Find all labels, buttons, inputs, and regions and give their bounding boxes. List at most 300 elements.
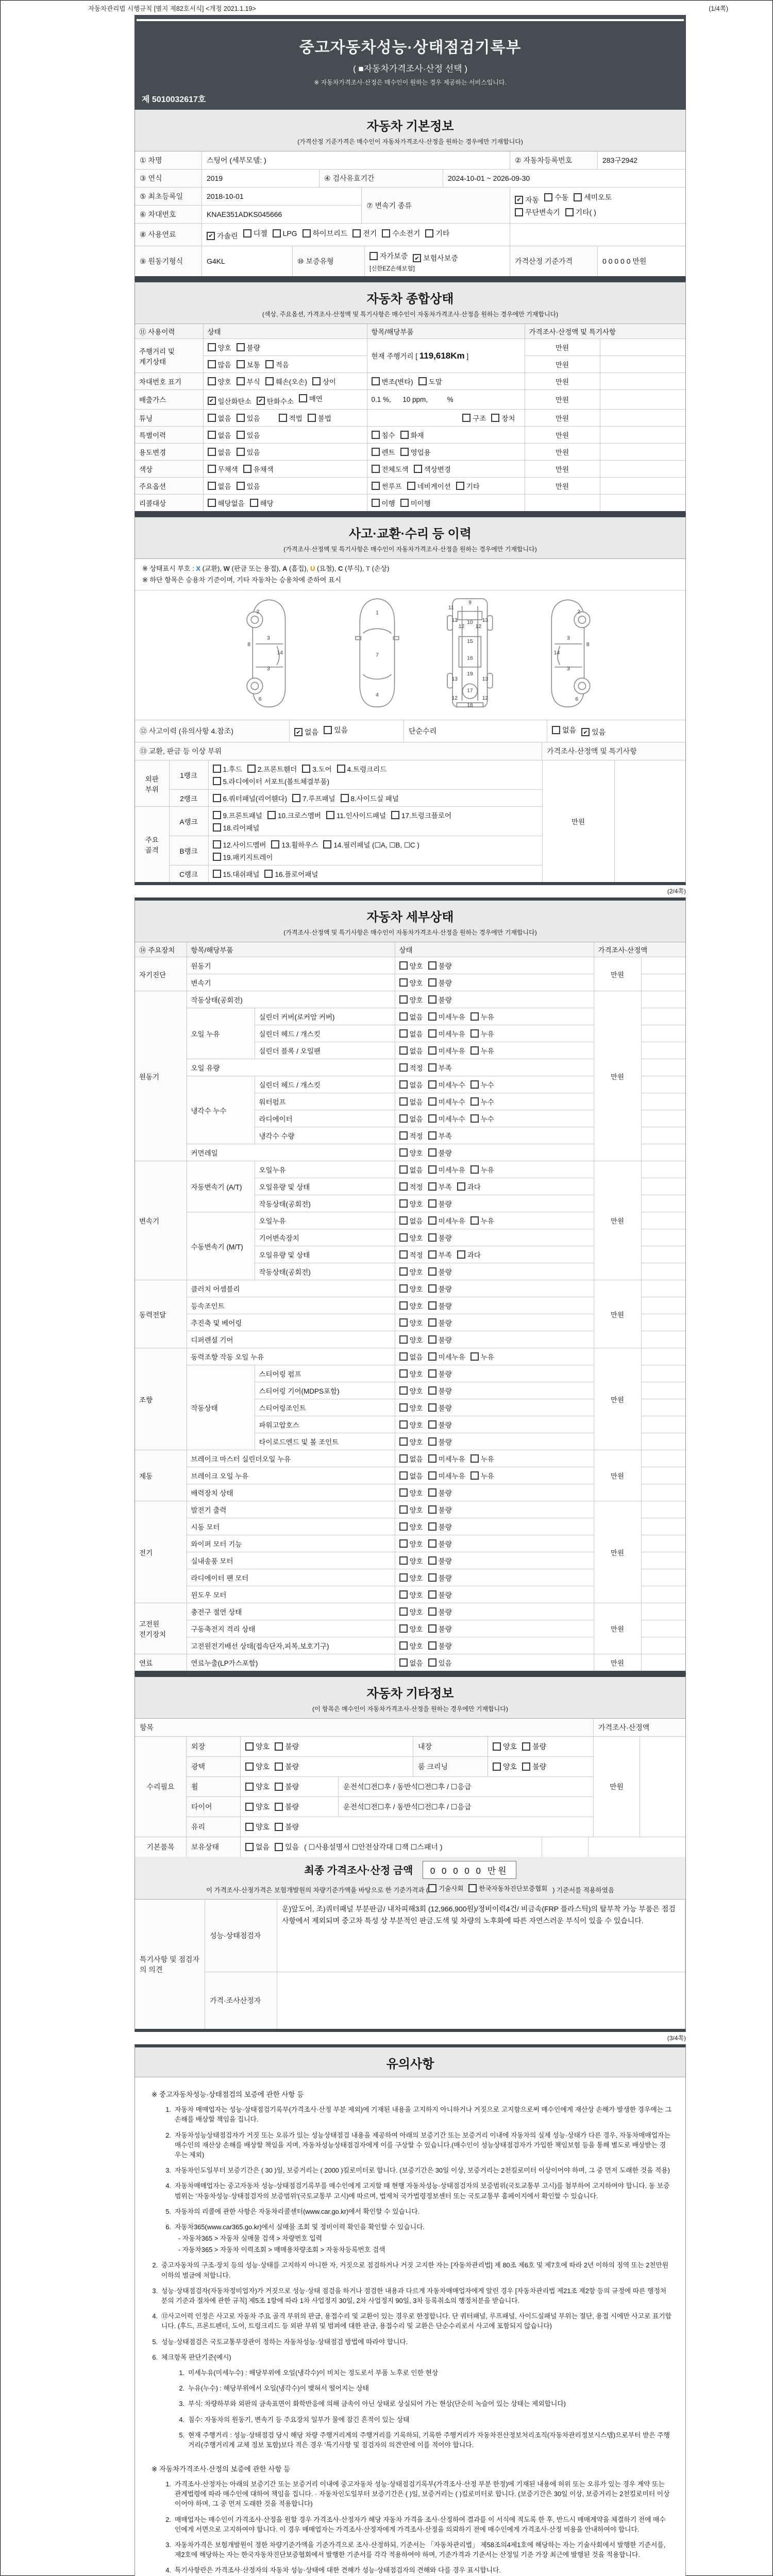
state-option[interactable] <box>399 1555 423 1566</box>
state-option[interactable] <box>428 1436 452 1447</box>
holding-option[interactable] <box>245 1842 270 1852</box>
accident-history-option <box>294 724 353 739</box>
item-option[interactable] <box>491 413 515 423</box>
item-label: 실린더 커버(로커암 커버) <box>255 1008 395 1025</box>
first-reg-vin-column <box>135 188 362 223</box>
state-option[interactable] <box>470 1113 494 1124</box>
simple-repair-option[interactable] <box>552 725 576 735</box>
repair-option[interactable] <box>522 1761 546 1772</box>
panel-option[interactable] <box>213 869 260 879</box>
state-option[interactable] <box>265 376 307 386</box>
transmission-option[interactable] <box>515 207 560 217</box>
state-option[interactable] <box>243 464 274 474</box>
state-option[interactable] <box>470 1045 494 1056</box>
state-option[interactable] <box>399 994 423 1005</box>
checkbox-label: 양호 <box>409 1591 423 1600</box>
checkbox-label: 양호 <box>409 1404 423 1413</box>
state-option[interactable] <box>399 1368 423 1379</box>
state-option[interactable] <box>399 1436 423 1447</box>
state-option[interactable] <box>308 413 331 423</box>
panel-option[interactable] <box>292 793 335 803</box>
fuel-option[interactable] <box>352 228 377 239</box>
repair-option[interactable] <box>245 1741 270 1752</box>
state-option[interactable] <box>457 1181 481 1192</box>
item-option[interactable] <box>372 498 395 508</box>
fuel-option[interactable] <box>303 228 348 239</box>
item-mid-label: 수동변속기 (M/T) <box>187 1212 255 1280</box>
panel-option[interactable] <box>247 764 297 774</box>
checkbox-icon <box>337 765 345 773</box>
state-option[interactable] <box>237 413 260 423</box>
repair-option[interactable] <box>275 1822 299 1832</box>
inspector-opinion-row <box>205 1900 685 1972</box>
item-option[interactable] <box>372 464 409 474</box>
item-option[interactable] <box>400 447 431 457</box>
panel-option[interactable] <box>271 839 318 850</box>
transmission-option-checked[interactable] <box>515 195 539 205</box>
state-option[interactable] <box>428 1402 452 1413</box>
item-option[interactable] <box>372 376 413 386</box>
detail-row <box>135 1280 685 1297</box>
item-option[interactable] <box>372 430 395 440</box>
state-option[interactable] <box>470 1215 494 1226</box>
warranty-option[interactable] <box>369 251 408 261</box>
checkbox-label: 양호 <box>409 1642 423 1651</box>
criteria-item-text: 미세누유(미세누수) : 해당부위에 오일(냉각수)이 비치는 정도로서 부품 노후로 인한 현상 <box>188 2368 439 2377</box>
item-option[interactable] <box>456 481 480 491</box>
mileage-state[interactable] <box>237 342 260 352</box>
item-label: 타이로드엔드 및 볼 조인트 <box>255 1433 395 1450</box>
mileage-amount[interactable] <box>208 359 231 369</box>
state-option[interactable] <box>428 1589 452 1600</box>
checkbox-label: 누수 <box>480 1098 494 1107</box>
state-option[interactable] <box>208 413 231 423</box>
item-option[interactable] <box>462 413 486 423</box>
group-price-cell: 만원 <box>594 957 641 991</box>
item-label: 기어변속장치 <box>255 1229 395 1246</box>
state-option[interactable] <box>208 481 231 491</box>
checkbox-icon <box>399 1573 408 1582</box>
state-option[interactable] <box>399 1249 423 1260</box>
repair-option[interactable] <box>245 1761 270 1772</box>
repair-item-label: 유리 <box>187 1817 241 1837</box>
item-label: 시동 모터 <box>187 1518 395 1535</box>
checkbox-label: 있음 <box>334 725 348 734</box>
checkbox-icon <box>265 377 274 385</box>
notice-item-number: 1. <box>165 2106 171 2114</box>
state-option[interactable] <box>428 1606 452 1617</box>
state-option <box>399 1524 457 1532</box>
state-option[interactable] <box>428 1419 452 1430</box>
price-unit-cell: 만원 <box>525 477 600 494</box>
column-header: ⑭ 주요장치 <box>135 942 187 957</box>
item-option <box>372 450 436 457</box>
state-option[interactable] <box>470 1164 494 1175</box>
panel-option[interactable] <box>213 810 262 820</box>
state-option[interactable] <box>470 1028 494 1039</box>
checkbox-label: 불량 <box>438 1319 452 1328</box>
panel-option[interactable] <box>323 839 419 850</box>
item-option[interactable] <box>372 447 395 457</box>
checkbox-label: 16.플로어패널 <box>275 871 318 879</box>
state-option[interactable] <box>399 1334 423 1345</box>
state-option[interactable] <box>428 1453 465 1464</box>
state-option[interactable] <box>399 1232 423 1243</box>
state-option[interactable] <box>428 1266 452 1277</box>
state-option[interactable] <box>428 1283 452 1294</box>
state-option[interactable] <box>428 1623 452 1634</box>
checkbox-icon <box>275 1843 283 1851</box>
state-option[interactable] <box>470 1470 494 1481</box>
state-option[interactable] <box>279 413 303 423</box>
state-option[interactable] <box>428 1572 452 1583</box>
state-option[interactable] <box>208 447 231 457</box>
state-option[interactable] <box>428 1011 465 1022</box>
state-option[interactable] <box>428 1368 452 1379</box>
panel-option[interactable] <box>213 852 273 862</box>
state-option[interactable] <box>399 1385 423 1396</box>
mileage-amount[interactable] <box>237 359 260 369</box>
state-option[interactable] <box>399 1402 423 1413</box>
panel-option[interactable] <box>213 764 242 774</box>
state-option[interactable] <box>208 498 245 508</box>
state-option[interactable] <box>470 1011 494 1022</box>
rank-label: 2랭크 <box>169 790 208 807</box>
checkbox-label: 미세누유 <box>438 1013 465 1022</box>
checkbox-icon <box>470 1114 479 1123</box>
state-option[interactable] <box>237 376 260 386</box>
checkbox-label: 있음 <box>246 414 260 422</box>
state-option[interactable] <box>399 1130 423 1141</box>
current-mileage-text: 현재 주행거리 [ <box>371 352 419 360</box>
checkbox-label: 불량 <box>438 1523 452 1532</box>
state-option[interactable] <box>399 1572 423 1583</box>
panel-option[interactable] <box>213 822 260 833</box>
checkbox-icon <box>399 1301 408 1310</box>
state-option[interactable] <box>208 376 231 386</box>
checkbox-icon <box>428 1216 436 1225</box>
state-option[interactable] <box>208 464 238 474</box>
panel-option[interactable] <box>213 793 288 803</box>
checkbox-label: 가솔린 <box>217 231 238 240</box>
state-option[interactable] <box>428 1045 465 1056</box>
state-option[interactable] <box>237 481 260 491</box>
detail-row <box>135 957 685 974</box>
state-option <box>399 963 457 971</box>
state-option[interactable] <box>237 430 260 440</box>
state-option[interactable] <box>428 1147 452 1158</box>
fuel-option[interactable] <box>273 229 297 238</box>
state-option[interactable] <box>428 1538 452 1549</box>
checkbox-label: 매연 <box>309 395 323 403</box>
checkbox-label: 탄화수소 <box>266 397 294 405</box>
checkbox-icon <box>400 431 409 439</box>
warranty-option-checked[interactable] <box>413 253 458 263</box>
mileage-state <box>208 345 265 353</box>
panel-option[interactable] <box>213 776 330 786</box>
checkbox-icon <box>470 1029 479 1038</box>
checkbox-icon <box>399 1403 408 1412</box>
fuel-option[interactable] <box>382 228 420 239</box>
checkbox-icon <box>428 1505 436 1514</box>
panel-option[interactable] <box>341 793 399 803</box>
state-option[interactable] <box>399 1657 423 1668</box>
checkbox-label: 없음 <box>217 482 231 490</box>
final-price-band <box>135 1857 685 1900</box>
appraisal-notice-item <box>135 2565 672 2575</box>
panel-option[interactable] <box>267 810 321 820</box>
checkbox-icon <box>372 499 380 507</box>
state-option[interactable] <box>428 1249 452 1260</box>
basic-items-price-cell <box>542 1837 589 1857</box>
notes-cell <box>641 1212 685 1229</box>
state-option[interactable] <box>428 1351 465 1362</box>
repair-option[interactable] <box>275 1802 299 1812</box>
fuel-option[interactable] <box>243 228 267 239</box>
etc-header <box>135 1677 685 1719</box>
checkbox-label: 과다 <box>467 1183 481 1192</box>
state-option[interactable] <box>399 1147 423 1158</box>
state-option[interactable] <box>399 1300 423 1311</box>
state-option[interactable] <box>399 1521 423 1532</box>
repair-option[interactable] <box>275 1761 299 1772</box>
state-option[interactable] <box>470 1351 494 1362</box>
state-option[interactable] <box>399 1487 423 1498</box>
checkbox-label: 양호 <box>409 1268 423 1277</box>
notes-cell <box>641 1382 685 1399</box>
group-price-cell: 만원 <box>594 1654 641 1671</box>
checkbox-icon <box>237 482 245 490</box>
state-option[interactable] <box>428 1504 452 1515</box>
repair-option[interactable] <box>493 1761 517 1772</box>
repair-option[interactable] <box>275 1782 299 1792</box>
panel-option[interactable] <box>264 869 318 879</box>
state-option[interactable] <box>457 1249 481 1260</box>
state-option[interactable] <box>399 1062 423 1073</box>
panel-option[interactable] <box>337 764 386 774</box>
state-option[interactable] <box>399 1113 423 1124</box>
item-label: 실내송풍 모터 <box>187 1552 395 1569</box>
checkbox-icon <box>428 1029 436 1038</box>
state-option[interactable] <box>399 960 423 971</box>
rank-options-line1 <box>213 809 538 821</box>
panel-option[interactable] <box>326 810 386 820</box>
checkbox-icon <box>399 1488 408 1497</box>
item-option[interactable] <box>407 481 451 491</box>
item-option[interactable] <box>372 481 402 491</box>
basic-info-title: 자동차 기본정보 <box>366 120 454 133</box>
checkbox-label: 12.사이드멤버 <box>223 841 266 850</box>
state-option[interactable] <box>399 1045 423 1056</box>
repair-row <box>187 1777 593 1797</box>
mileage-amount[interactable] <box>265 359 289 369</box>
state-option[interactable] <box>399 1538 423 1549</box>
state-option[interactable] <box>428 977 452 988</box>
state-option[interactable] <box>470 1453 494 1464</box>
checkbox-icon <box>372 448 380 456</box>
state-option[interactable] <box>428 1317 452 1328</box>
accident-history-option[interactable] <box>324 725 348 735</box>
notice-item-number: 6. <box>152 2353 158 2361</box>
state-option[interactable] <box>428 1215 465 1226</box>
checkbox-label: 많음 <box>217 361 231 369</box>
item-option[interactable] <box>400 498 431 508</box>
column-header: 항목/해당부품 <box>367 324 525 339</box>
state-option[interactable] <box>428 1521 452 1532</box>
form-reference-line <box>1 1 772 15</box>
holding-option[interactable] <box>275 1842 299 1852</box>
base-price-value: 0 0 0 0 0 만원 <box>602 257 647 265</box>
item-label: 와이퍼 모터 기능 <box>187 1535 395 1552</box>
state-option-checked[interactable] <box>208 396 251 406</box>
state-option[interactable] <box>428 1062 452 1073</box>
item-cell <box>367 443 525 460</box>
holding-state-options <box>241 1837 542 1857</box>
state-option[interactable] <box>428 1164 465 1175</box>
checkbox-icon <box>391 811 399 819</box>
checkbox-label: 하이브리드 <box>312 229 348 238</box>
state-option[interactable] <box>399 1096 423 1107</box>
state-option[interactable] <box>399 1317 423 1328</box>
fuel-option-checked[interactable] <box>207 231 238 241</box>
price-unit-cell: 만원 <box>525 443 600 460</box>
state-option[interactable] <box>399 1504 423 1515</box>
panel-number-label: 10 <box>467 619 473 625</box>
state-option[interactable] <box>428 1181 452 1192</box>
mileage-state[interactable] <box>208 342 231 352</box>
repair-option[interactable] <box>522 1741 546 1752</box>
accident-history-option-checked[interactable] <box>294 727 318 737</box>
checkbox-label: 양호 <box>409 1234 423 1243</box>
state-option[interactable] <box>428 1079 465 1090</box>
standard-book-option[interactable] <box>428 1884 463 1893</box>
repair-option[interactable] <box>493 1741 517 1752</box>
state-option[interactable] <box>399 1470 423 1481</box>
transmission-option[interactable] <box>565 207 596 217</box>
repair-option[interactable] <box>245 1782 270 1792</box>
state-option[interactable] <box>428 1096 465 1107</box>
checkbox-label: 양호 <box>409 1438 423 1447</box>
state-option[interactable] <box>428 1130 452 1141</box>
state-option[interactable] <box>312 376 336 386</box>
state-option[interactable] <box>250 498 274 508</box>
standard-book-option[interactable] <box>468 1884 547 1893</box>
repair-position-options: 운전석☐전☐후 / 동반석☐전☐후 / ☐응급 <box>343 1783 472 1791</box>
state-option[interactable] <box>399 1589 423 1600</box>
checkbox-label: 불량 <box>438 1421 452 1430</box>
device-group-label: 전기 <box>135 1501 187 1603</box>
state-option[interactable] <box>428 960 452 971</box>
checkbox-label: 과다 <box>467 1251 481 1260</box>
checkbox-label: 양호 <box>409 1557 423 1566</box>
state-option[interactable] <box>399 1028 423 1039</box>
checkbox-icon <box>399 1165 408 1174</box>
state-option[interactable] <box>470 1079 494 1090</box>
state-option[interactable] <box>428 1657 452 1668</box>
checkbox-label: 디젤 <box>253 229 267 238</box>
state-option[interactable] <box>399 977 423 988</box>
state-option[interactable] <box>208 430 231 440</box>
item-option <box>372 501 436 509</box>
state-option[interactable] <box>428 1385 452 1396</box>
panel-option[interactable] <box>391 810 451 820</box>
fuel-option[interactable] <box>425 228 449 239</box>
state-option[interactable] <box>399 1198 423 1209</box>
state-option[interactable] <box>399 1079 423 1090</box>
checkbox-label: 화재 <box>410 431 424 439</box>
checkbox-label: 없음 <box>409 1013 423 1022</box>
state-option[interactable] <box>399 1283 423 1294</box>
state-option[interactable] <box>399 1351 423 1362</box>
state-option[interactable] <box>237 447 260 457</box>
item-option[interactable] <box>418 376 442 386</box>
state-option[interactable] <box>428 1198 452 1209</box>
state-option[interactable] <box>399 1215 423 1226</box>
state-option[interactable] <box>399 1640 423 1651</box>
state-option[interactable] <box>428 1334 452 1345</box>
transmission-option[interactable] <box>574 192 612 202</box>
state-option[interactable] <box>428 1640 452 1651</box>
item-label: 브레이크 오일 누유 <box>187 1467 395 1484</box>
state-option[interactable] <box>428 1232 452 1243</box>
repair-option[interactable] <box>245 1822 270 1832</box>
state-option[interactable] <box>428 1300 452 1311</box>
state-option[interactable] <box>399 1266 423 1277</box>
state-option[interactable] <box>399 1419 423 1430</box>
appraiser-opinion-text <box>277 1972 685 2029</box>
transmission-option[interactable] <box>544 192 568 202</box>
state-option[interactable] <box>399 1623 423 1634</box>
item-label: 오일유량 및 상태 <box>255 1178 395 1195</box>
state-option[interactable] <box>299 393 323 403</box>
final-price-value: 0 0 0 0 0 만원 <box>423 1861 516 1879</box>
repair-option[interactable] <box>245 1802 270 1812</box>
item-option[interactable] <box>400 430 424 440</box>
panel-option[interactable] <box>302 764 331 774</box>
state-option[interactable] <box>399 1606 423 1617</box>
state-option[interactable] <box>399 1181 423 1192</box>
state-option[interactable] <box>428 1555 452 1566</box>
state-option[interactable] <box>399 1164 423 1175</box>
state-option[interactable] <box>428 1470 465 1481</box>
state-options <box>203 426 367 443</box>
state-option[interactable] <box>470 1096 494 1107</box>
repair-option[interactable] <box>275 1741 299 1752</box>
checkbox-label: 불량 <box>438 1370 452 1379</box>
state-option-checked[interactable] <box>257 396 294 406</box>
checkbox-icon <box>552 726 560 734</box>
checkbox-label: 누유 <box>480 1030 494 1039</box>
criteria-item <box>135 2399 672 2409</box>
panel-option[interactable] <box>213 839 266 850</box>
state-option[interactable] <box>399 1011 423 1022</box>
notes-cell <box>641 1586 685 1603</box>
checkbox-label: 양호 <box>409 1387 423 1396</box>
state-option[interactable] <box>428 1028 465 1039</box>
item-label: 실린더 헤드 / 개스킷 <box>255 1076 395 1093</box>
item-option[interactable] <box>414 464 451 474</box>
simple-repair-option-checked[interactable] <box>581 727 606 737</box>
row-label: 배출가스 <box>135 390 203 410</box>
state-option[interactable] <box>428 1487 452 1498</box>
etc-price-header: 가격조사·산정액 <box>594 1719 685 1736</box>
state-option[interactable] <box>428 994 452 1005</box>
checkbox-icon <box>428 1471 436 1480</box>
state-option[interactable] <box>399 1453 423 1464</box>
checkbox-label: 불량 <box>438 1268 452 1277</box>
state-option[interactable] <box>428 1113 465 1124</box>
state-option <box>399 1541 457 1549</box>
